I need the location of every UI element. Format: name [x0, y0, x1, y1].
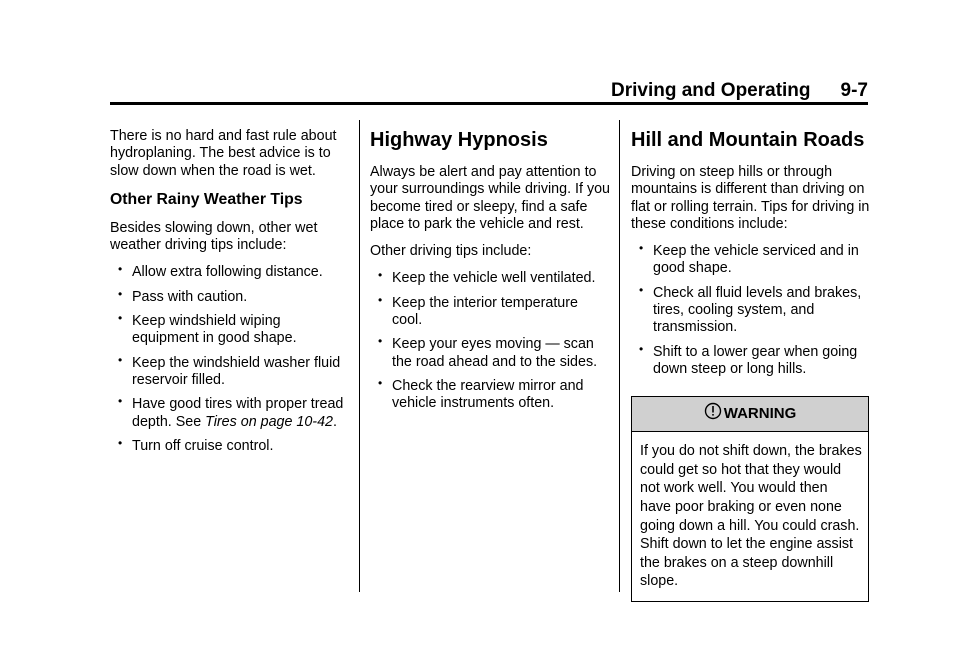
list-item: • Pass with caution.: [118, 286, 248, 305]
warning-header: [632, 397, 868, 432]
column-2: [370, 128, 610, 420]
section-title: Driving and Operating: [611, 80, 811, 101]
bullet-icon: •: [639, 282, 644, 297]
list-item: • Keep the vehicle well ventilated.: [378, 268, 596, 287]
highway-hypnosis-heading: Highway Hypnosis: [370, 129, 548, 151]
list-item: • Turn off cruise control.: [118, 435, 274, 454]
list-item: • Keep your eyes moving — scan the road ahead and to the sides.: [378, 334, 598, 370]
header-rule: [110, 102, 868, 105]
tires-page-link[interactable]: Tires on page 10-42: [205, 413, 333, 430]
list-item: • Keep the vehicle serviced and in good shape.: [639, 241, 859, 277]
highway-hypnosis-paragraph: Always be alert and pay attention to your surroundings while driving. If you become tired or sleepy, find a safe place to park the vehicle and rest.: [370, 164, 610, 232]
list-item: • Check all fluid levels and brakes, tires, cooling system, and transmission.: [639, 282, 862, 336]
bullet-icon: •: [639, 241, 644, 256]
bullet-icon: •: [118, 311, 123, 326]
bullet-icon: •: [118, 352, 123, 367]
bullet-icon: •: [378, 334, 383, 349]
list-item: • Have good tires with proper tread depth. See Tires on page 10-42.: [118, 394, 344, 430]
bullet-icon: •: [639, 341, 644, 356]
bullet-icon: •: [118, 286, 123, 301]
hydroplaning-paragraph: There is no hard and fast rule about hydroplaning. The best advice is to slow down when the road is wet.: [110, 128, 337, 179]
rainy-weather-lead: Besides slowing down, other wet weather driving tips include:: [110, 219, 318, 254]
bullet-icon: •: [118, 394, 123, 409]
warning-icon: [704, 402, 722, 420]
column-1: [110, 128, 350, 462]
driving-tips-lead: Other driving tips include:: [370, 243, 532, 260]
page-header: [110, 80, 868, 102]
column-3: [631, 128, 871, 602]
warning-text: If you do not shift down, the brakes could get so hot that they would not work well. You would then have poor braking or even none going down a hill. You could crash. Shift down to let the engine assist the brakes on a steep downhill slope.: [640, 443, 862, 590]
list-item: • Shift to a lower gear when going down steep or long hills.: [639, 341, 858, 377]
page-number: 9-7: [840, 80, 868, 101]
warning-title: WARNING: [723, 405, 797, 423]
list-item: • Keep windshield wiping equipment in good shape.: [118, 311, 297, 347]
bullet-icon: •: [378, 292, 383, 307]
column-divider: [619, 120, 620, 592]
bullet-icon: •: [118, 435, 123, 450]
rainy-weather-heading: Other Rainy Weather Tips: [110, 190, 303, 208]
list-item: • Keep the windshield washer fluid reservoir filled.: [118, 352, 341, 388]
hill-mountain-paragraph: Driving on steep hills or through mountains is different than driving on flat or rolling terrain. Tips for driving in these conditions include:: [631, 164, 870, 232]
warning-box: [631, 396, 869, 602]
bullet-icon: •: [378, 268, 383, 283]
bullet-icon: •: [118, 262, 123, 277]
bullet-icon: •: [378, 375, 383, 390]
list-item: • Keep the interior temperature cool.: [378, 292, 578, 329]
column-divider: [359, 120, 360, 592]
hill-mountain-heading: Hill and Mountain Roads: [631, 129, 865, 151]
list-item: • Check the rearview mirror and vehicle instruments often.: [378, 375, 584, 412]
list-item: • Allow extra following distance.: [118, 262, 323, 281]
